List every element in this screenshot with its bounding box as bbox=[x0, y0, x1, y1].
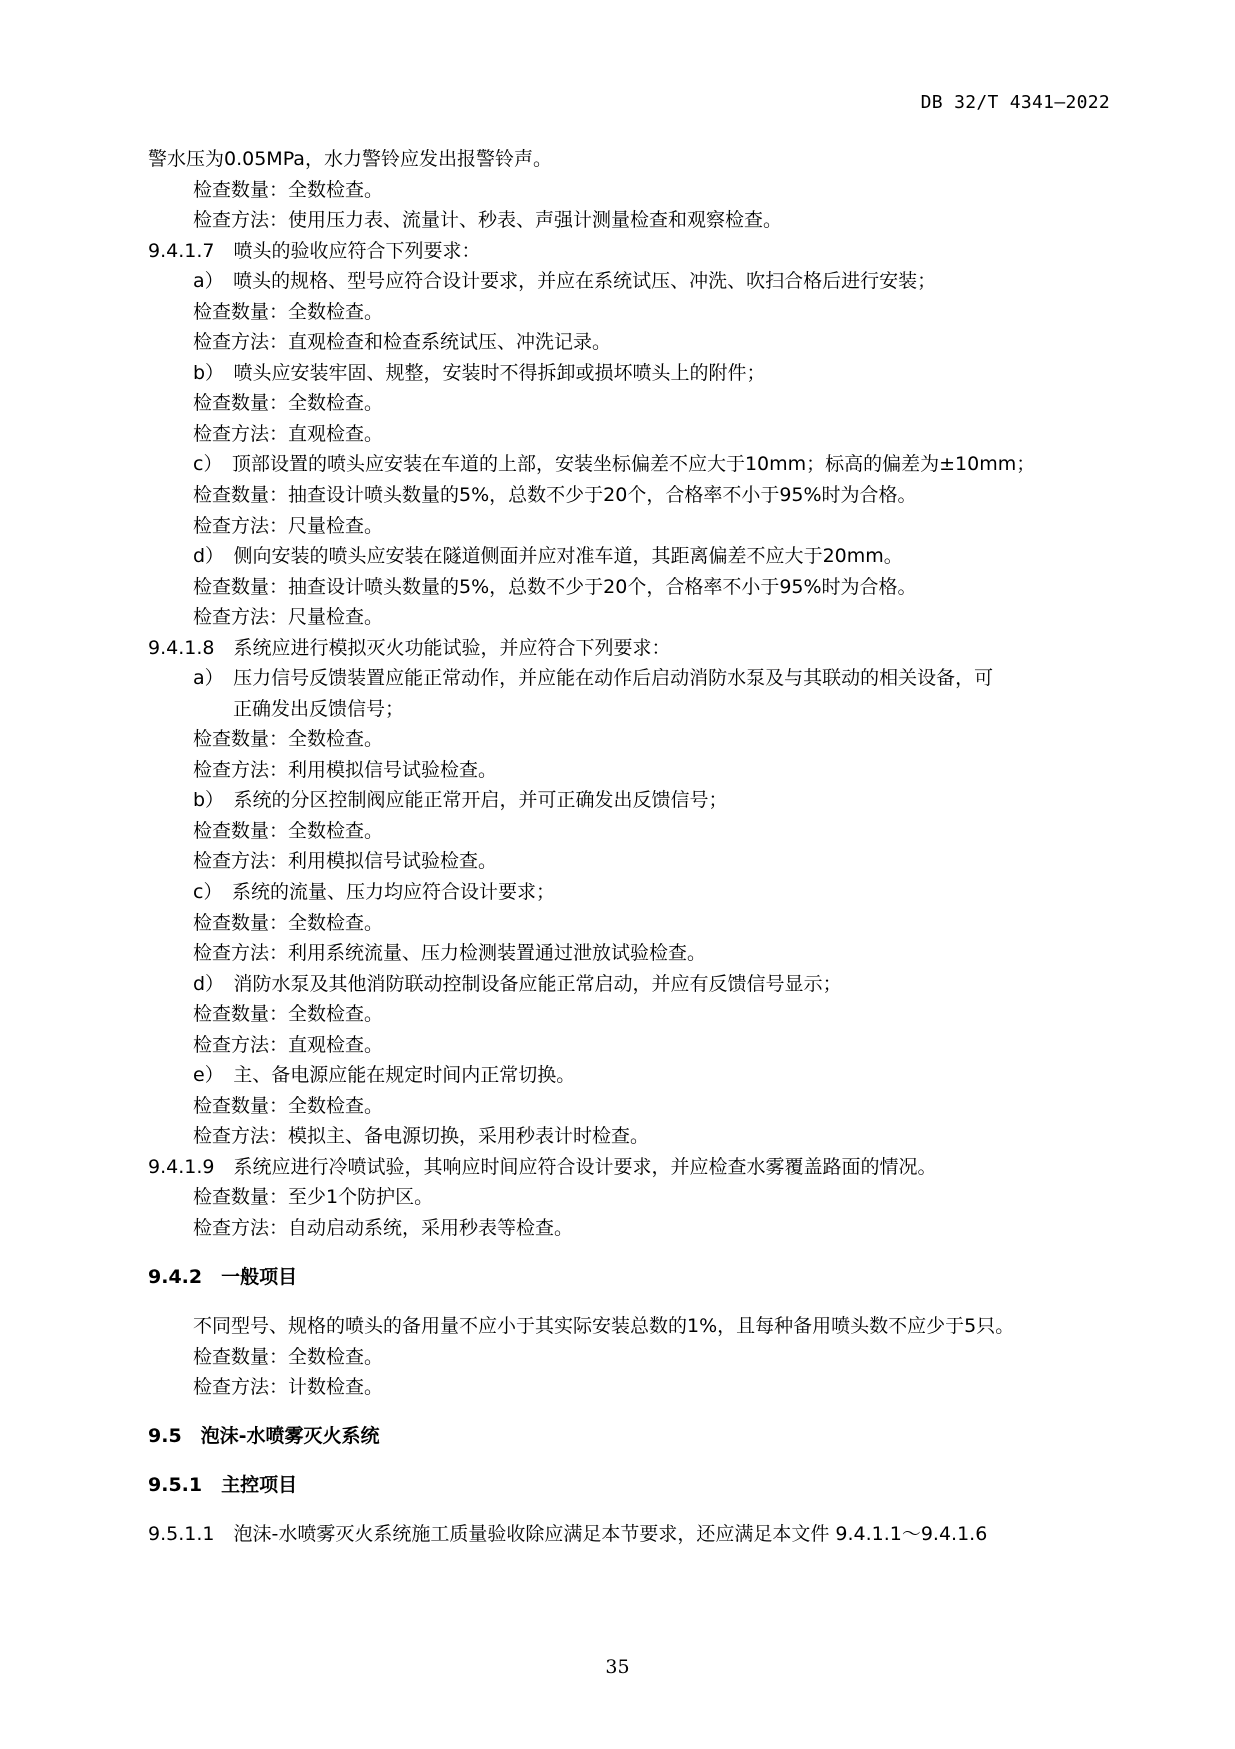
text-line: 检查数量：全数检查。 bbox=[193, 1003, 384, 1025]
clause-heading: 9.4.1.9 系统应进行冷喷试验，其响应时间应符合设计要求，并应检查水雾覆盖路面的情况。 bbox=[148, 1156, 937, 1178]
text-line: 检查数量：全数检查。 bbox=[193, 392, 384, 414]
text-line: 检查数量：抽查设计喷头数量的5%，总数不少于20个，合格率不小于95%时为合格。 bbox=[193, 576, 917, 598]
text-line: d） 消防水泵及其他消防联动控制设备应能正常启动，并应有反馈信号显示； bbox=[193, 973, 842, 995]
text-line: 检查方法：使用压力表、流量计、秒表、声强计测量检查和观察检查。 bbox=[193, 209, 783, 231]
clause-heading: 9.5.1.1 泡沫-水喷雾灭火系统施工质量验收除应满足本节要求，还应满足本文件 9.4.1.1～9.4.1.6 bbox=[148, 1523, 988, 1545]
text-line: 正确发出反馈信号； bbox=[233, 698, 405, 720]
text-line: 检查数量：至少1个防护区。 bbox=[193, 1186, 434, 1208]
text-line: 检查数量：全数检查。 bbox=[193, 1095, 384, 1117]
text-line: 警水压为0.05MPa，水力警铃应发出报警铃声。 bbox=[148, 148, 552, 170]
text-line: d） 侧向安装的喷头应安装在隧道侧面并应对准车道，其距离偏差不应大于20mm。 bbox=[193, 545, 903, 567]
document-code-header: DB 32/T 4341—2022 bbox=[920, 92, 1110, 113]
text-line: 检查数量：全数检查。 bbox=[193, 728, 384, 750]
text-line: 检查方法：直观检查。 bbox=[193, 1034, 384, 1056]
text-line: 检查方法：尺量检查。 bbox=[193, 515, 384, 537]
text-line: c） 顶部设置的喷头应安装在车道的上部，安装坐标偏差不应大于10mm；标高的偏差为±10mm； bbox=[193, 453, 1036, 475]
text-line: 检查数量：全数检查。 bbox=[193, 820, 384, 842]
text-line: 检查数量：全数检查。 bbox=[193, 301, 384, 323]
clause-heading: 9.4.1.7 喷头的验收应符合下列要求： bbox=[148, 240, 481, 262]
text-line: 检查方法：利用模拟信号试验检查。 bbox=[193, 850, 498, 872]
clause-heading: 9.4.1.8 系统应进行模拟灭火功能试验，并应符合下列要求： bbox=[148, 637, 671, 659]
text-line: a） 喷头的规格、型号应符合设计要求，并应在系统试压、冲洗、吹扫合格后进行安装； bbox=[193, 270, 937, 292]
text-line: 检查方法：尺量检查。 bbox=[193, 606, 384, 628]
text-line: 检查数量：全数检查。 bbox=[193, 912, 384, 934]
text-line: 检查方法：模拟主、备电源切换，采用秒表计时检查。 bbox=[193, 1125, 650, 1147]
section-heading: 9.5 泡沫-水喷雾灭火系统 bbox=[148, 1425, 380, 1447]
text-line: 检查方法：自动启动系统，采用秒表等检查。 bbox=[193, 1217, 574, 1239]
text-line: 检查方法：直观检查。 bbox=[193, 423, 384, 445]
text-line: b） 喷头应安装牢固、规整，安装时不得拆卸或损坏喷头上的附件； bbox=[193, 362, 766, 384]
text-line: a） 压力信号反馈装置应能正常动作，并应能在动作后启动消防水泵及与其联动的相关设备，可 bbox=[193, 667, 994, 689]
text-line: 检查方法：直观检查和检查系统试压、冲洗记录。 bbox=[193, 331, 612, 353]
text-line: 检查方法：利用系统流量、压力检测装置通过泄放试验检查。 bbox=[193, 942, 707, 964]
text-line: 检查方法：计数检查。 bbox=[193, 1376, 384, 1398]
text-line: e） 主、备电源应能在规定时间内正常切换。 bbox=[193, 1064, 576, 1086]
text-line: 不同型号、规格的喷头的备用量不应小于其实际安装总数的1%，且每种备用喷头数不应少于5只。 bbox=[193, 1315, 1015, 1337]
text-line: 检查数量：全数检查。 bbox=[193, 1346, 384, 1368]
text-line: 检查数量：抽查设计喷头数量的5%，总数不少于20个，合格率不小于95%时为合格。 bbox=[193, 484, 917, 506]
text-line: c） 系统的流量、压力均应符合设计要求； bbox=[193, 881, 555, 903]
text-line: b） 系统的分区控制阀应能正常开启，并可正确发出反馈信号； bbox=[193, 789, 728, 811]
text-line: 检查方法：利用模拟信号试验检查。 bbox=[193, 759, 498, 781]
section-heading: 9.5.1 主控项目 bbox=[148, 1474, 298, 1496]
section-heading: 9.4.2 一般项目 bbox=[148, 1266, 298, 1288]
text-line: 检查数量：全数检查。 bbox=[193, 179, 384, 201]
page-number: 35 bbox=[605, 1656, 630, 1678]
